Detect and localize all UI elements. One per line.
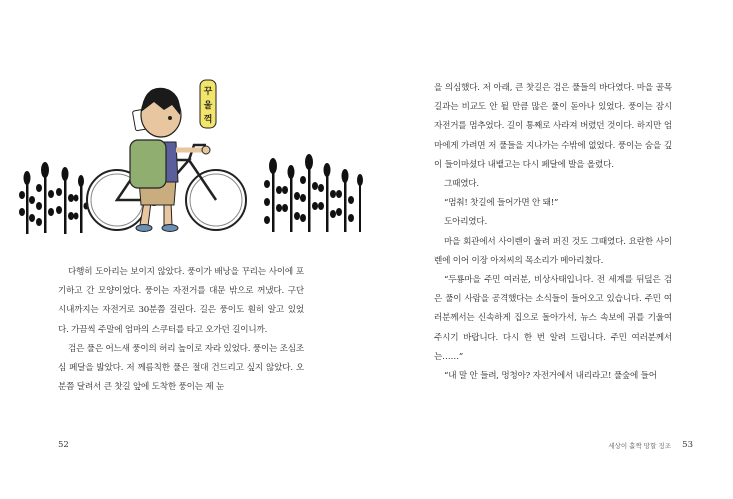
page-number-left: 52 — [58, 440, 69, 450]
black-plants-right-decoration — [264, 154, 363, 232]
right-page — [366, 0, 733, 499]
paragraph: 검은 풀은 어느새 풍이의 허리 높이로 자라 있었다. 풍이는 조심조심 페달을 밟았다. 저 께름칙한 풀은 절대 건드리고 싶지 않았다. 오 분쯤 달려서 큰 찻길 앞에 도착한 풍이는 제 눈 — [58, 343, 304, 393]
sound-effect-1: 꾸 — [203, 87, 213, 97]
running-head: 세상이 홀짝 망할 징조 — [608, 442, 671, 450]
paragraph: 마을 회관에서 사이렌이 울려 퍼진 것도 그때였다. 요란한 사이렌에 이어 이장 아저씨의 목소리가 메아리쳤다. — [434, 236, 672, 266]
paragraph: 도아리였다. — [444, 217, 488, 228]
black-plants-left-decoration — [19, 162, 89, 234]
boy-character — [130, 88, 210, 232]
left-body-text — [58, 263, 304, 397]
page-number-right: 53 — [682, 440, 693, 450]
speech-bubble — [200, 80, 216, 128]
paragraph: “멈춰! 찻길에 들어가면 안 돼!” — [444, 198, 559, 209]
paragraph: 을 의심했다. 저 아래, 큰 찻길은 검은 풀들의 바다였다. 마을 골목길과는 비교도 안 될 만큼 많은 풀이 돋아나 있었다. 풍이는 잠시 자전거를 멈추었다. 길이 통째로 사라져 버렸던 것이다. 하지만 엄마에게 가려면 저 풀들을 지나가는 수밖에 없었다. 풍이는 숨을 깊이 들이마셨다 내뱉고는 다시 페달에 발을 올렸다. — [434, 83, 672, 170]
left-page — [0, 0, 366, 499]
right-body-text — [434, 79, 672, 386]
sound-effect-2: 울 — [203, 101, 213, 111]
boy-with-bicycle-illustration — [14, 60, 364, 250]
paragraph: 다행히 도아리는 보이지 않았다. 풍이가 배낭을 꾸리는 사이에 포기하고 간 모양이었다. 풍이는 자전거를 대문 밖으로 꺼냈다. 구단 시내까지는 자전거로 30분쯤 걸린다. 길은 풍이도 훤히 알고 있었다. 가끔씩 주말에 엄마의 스쿠터를 타고 오가던 길이니까. — [58, 267, 304, 335]
paragraph: 그때였다. — [444, 179, 479, 190]
sound-effect-3: 꺽 — [203, 115, 213, 125]
paragraph: “두룡마을 주민 여러분, 비상사태입니다. 전 세계를 뒤덮은 검은 풀이 사람을 공격했다는 소식들이 들어오고 있습니다. 주민 여러분께서는 신속하게 집으로 돌아가서, 뉴스 속보에 귀를 기울여 주시기 바랍니다. 다시 한 번 알려 드립니다. 주민 여러분께서는……” — [434, 275, 672, 362]
paragraph: “내 말 안 들려, 멍청아? 자전거에서 내리라고! 풀숲에 들어 — [444, 371, 657, 382]
